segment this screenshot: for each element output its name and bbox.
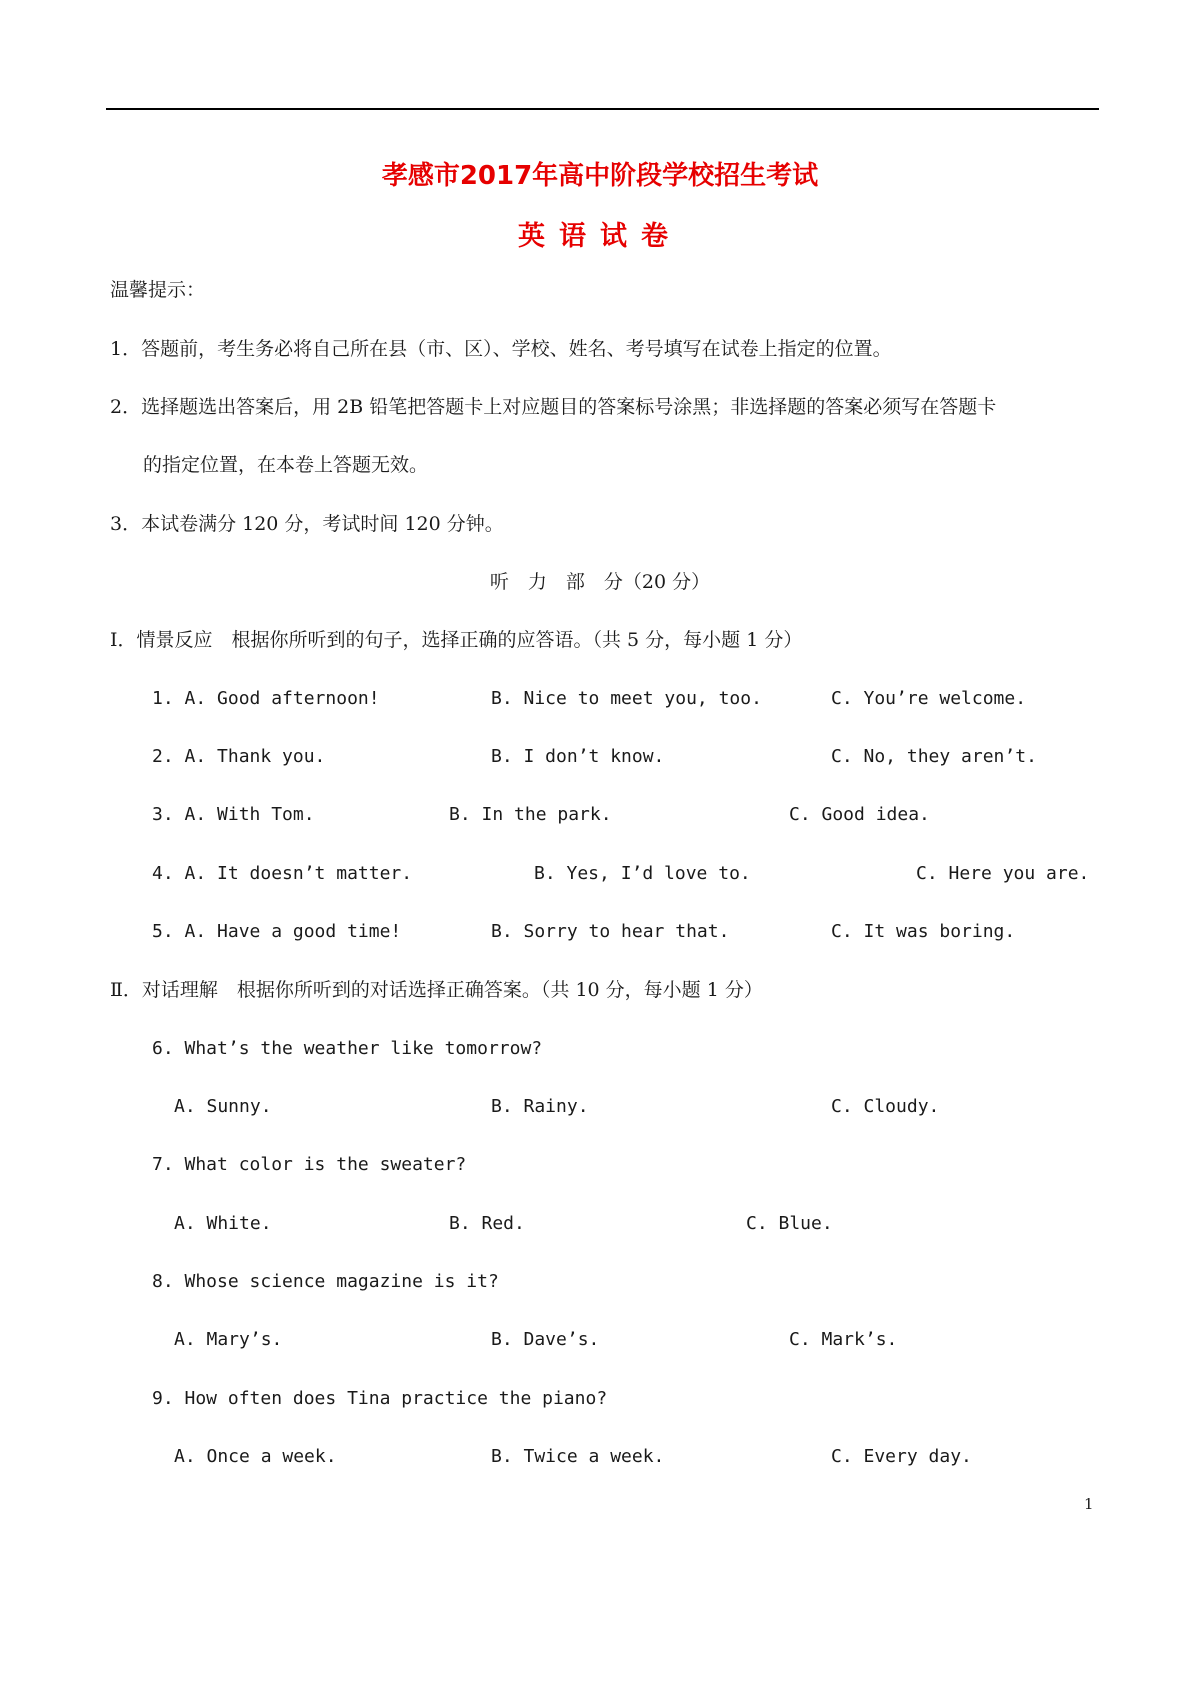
q7-option-b: B. Red. — [449, 1213, 525, 1234]
q4-option-c: C. Here you are. — [916, 863, 1090, 884]
section-1-heading: Ⅰ．情景反应 根据你所听到的句子，选择正确的应答语。（共 5 分，每小题 1 分） — [110, 629, 803, 651]
page-number: 1 — [1084, 1495, 1094, 1513]
section-2-heading: Ⅱ．对话理解 根据你所听到的对话选择正确答案。（共 10 分，每小题 1 分） — [110, 979, 763, 1001]
q8-option-b: B. Dave’s. — [491, 1329, 600, 1350]
q5-option-c: C. It was boring. — [831, 921, 1016, 942]
q7-question: 7. What color is the sweater? — [152, 1154, 467, 1175]
tip-item-1: 1．答题前，考生务必将自己所在县（市、区）、学校、姓名、考号填写在试卷上指定的位置。 — [110, 338, 892, 360]
q6-option-c: C. Cloudy. — [831, 1096, 940, 1117]
q9-option-c: C. Every day. — [831, 1446, 972, 1467]
q9-option-a: A. Once a week. — [174, 1446, 337, 1467]
q9-question: 9. How often does Tina practice the piano? — [152, 1388, 608, 1409]
q1-option-a: 1. A. Good afternoon! — [152, 688, 380, 709]
tip-item-3: 3．本试卷满分 120 分，考试时间 120 分钟。 — [110, 513, 504, 535]
exam-subtitle: 英语试卷 — [518, 221, 682, 252]
q2-option-a: 2. A. Thank you. — [152, 746, 326, 767]
q6-question: 6. What’s the weather like tomorrow? — [152, 1038, 543, 1059]
q7-option-c: C. Blue. — [746, 1213, 833, 1234]
tips-heading: 温馨提示： — [110, 279, 206, 301]
q9-option-b: B. Twice a week. — [491, 1446, 665, 1467]
q8-question: 8. Whose science magazine is it? — [152, 1271, 499, 1292]
exam-title: 孝感市2017年高中阶段学校招生考试 — [381, 161, 819, 191]
q5-option-a: 5. A. Have a good time! — [152, 921, 402, 942]
q1-option-b: B. Nice to meet you, too. — [491, 688, 762, 709]
q1-option-c: C. You’re welcome. — [831, 688, 1027, 709]
q4-option-a: 4. A. It doesn’t matter. — [152, 863, 413, 884]
q3-option-c: C. Good idea. — [789, 804, 930, 825]
header-rule — [106, 108, 1099, 110]
q6-option-b: B. Rainy. — [491, 1096, 589, 1117]
q7-option-a: A. White. — [174, 1213, 272, 1234]
q6-option-a: A. Sunny. — [174, 1096, 272, 1117]
listening-heading: 听 力 部 分（20 分） — [489, 571, 711, 593]
q8-option-c: C. Mark’s. — [789, 1329, 898, 1350]
q2-option-b: B. I don’t know. — [491, 746, 665, 767]
tip-item-2-line-1: 2．选择题选出答案后，用 2B 铅笔把答题卡上对应题目的答案标号涂黑；非选择题的答案必须写在答题卡 — [110, 396, 997, 418]
q5-option-b: B. Sorry to hear that. — [491, 921, 730, 942]
q4-option-b: B. Yes, I’d love to. — [534, 863, 751, 884]
q3-option-a: 3. A. With Tom. — [152, 804, 315, 825]
q8-option-a: A. Mary’s. — [174, 1329, 283, 1350]
q2-option-c: C. No, they aren’t. — [831, 746, 1037, 767]
q3-option-b: B. In the park. — [449, 804, 612, 825]
tip-item-2-line-2: 的指定位置，在本卷上答题无效。 — [143, 454, 429, 476]
